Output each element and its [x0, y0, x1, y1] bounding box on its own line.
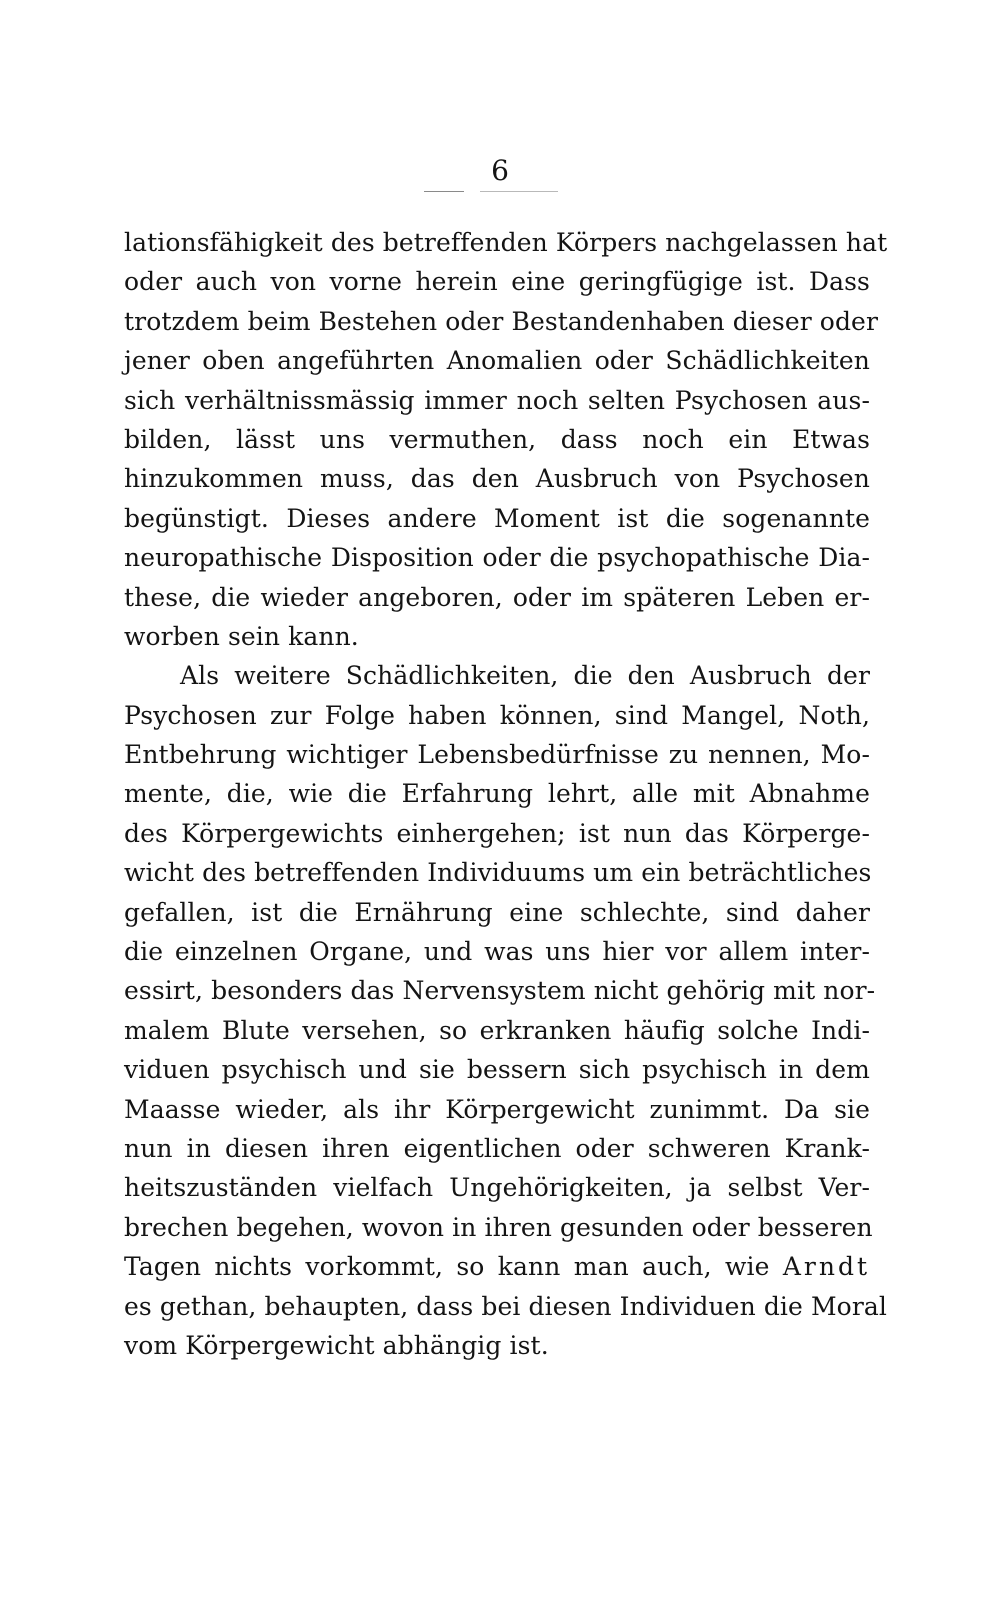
text-line: bilden, lässt uns vermuthen, dass noch ein Etwas: [124, 424, 870, 454]
text-line: die einzelnen Organe, und was uns hier vor allem inter-: [124, 937, 870, 967]
text-line: begünstigt. Dieses andere Moment ist die sogenannte: [124, 503, 870, 533]
text-line: trotzdem beim Bestehen oder Bestandenhaben dieser oder: [124, 306, 879, 336]
text-line: malem Blute versehen, so erkranken häufig solche Indi-: [124, 1015, 870, 1045]
text-line-with-name: [124, 1247, 870, 1286]
text-line: Psychosen zur Folge haben können, sind Mangel, Noth,: [124, 700, 870, 730]
text-line: hinzukommen muss, das den Ausbruch von Psychosen: [124, 464, 870, 494]
text-line: Maasse wieder, als ihr Körpergewicht zunimmt. Da sie: [124, 1094, 870, 1124]
text-line: these, die wieder angeboren, oder im späteren Leben er-: [124, 582, 870, 612]
text-line: viduen psychisch und sie bessern sich psychisch in dem: [124, 1055, 870, 1085]
text-line: Als weitere Schädlichkeiten, die den Ausbruch der: [180, 661, 870, 691]
text-line: es gethan, behaupten, dass bei diesen Individuen die Moral: [124, 1291, 887, 1321]
text-line: mente, die, wie die Erfahrung lehrt, alle mit Abnahme: [124, 779, 870, 809]
text-line: sich verhältnissmässig immer noch selten Psychosen aus-: [124, 385, 870, 415]
text-fragment: Tagen nichts vorkommt, so kann man auch, wie: [124, 1252, 770, 1282]
text-line: neuropathische Disposition oder die psychopathische Dia-: [124, 543, 870, 573]
spaced-name: Arndt: [782, 1252, 871, 1282]
page-number: 6: [491, 154, 509, 187]
text-line: nun in diesen ihren eigentlichen oder schweren Krank-: [124, 1133, 870, 1163]
body-text: [124, 223, 888, 1365]
text-line: Entbehrung wichtiger Lebensbedürfnisse zu nennen, Mo-: [124, 740, 870, 770]
text-line: vom Körpergewicht abhängig ist.: [124, 1330, 549, 1360]
text-line: wicht des betreffenden Individuums um ein beträchtliches: [124, 858, 872, 888]
text-line: brechen begehen, wovon in ihren gesunden oder besseren: [124, 1212, 873, 1242]
text-line: gefallen, ist die Ernährung eine schlechte, sind daher: [124, 897, 870, 927]
text-line: lationsfähigkeit des betreffenden Körpers nachgelassen hat: [124, 228, 888, 257]
paragraph-2: [124, 656, 887, 1365]
paragraph-1: [124, 223, 888, 656]
text-line: essirt, besonders das Nervensystem nicht gehörig mit nor-: [124, 976, 876, 1006]
header-rule-faint: [480, 191, 558, 192]
text-line: jener oben angeführten Anomalien oder Schädlichkeiten: [124, 346, 870, 376]
header-rule: [424, 191, 464, 192]
text-line: des Körpergewichts einhergehen; ist nun das Körperge-: [124, 818, 870, 848]
text-line: worben sein kann.: [124, 621, 359, 651]
text-line: heitszuständen vielfach Ungehörigkeiten, ja selbst Ver-: [124, 1173, 870, 1203]
text-line: oder auch von vorne herein eine geringfügige ist. Dass: [124, 267, 870, 297]
